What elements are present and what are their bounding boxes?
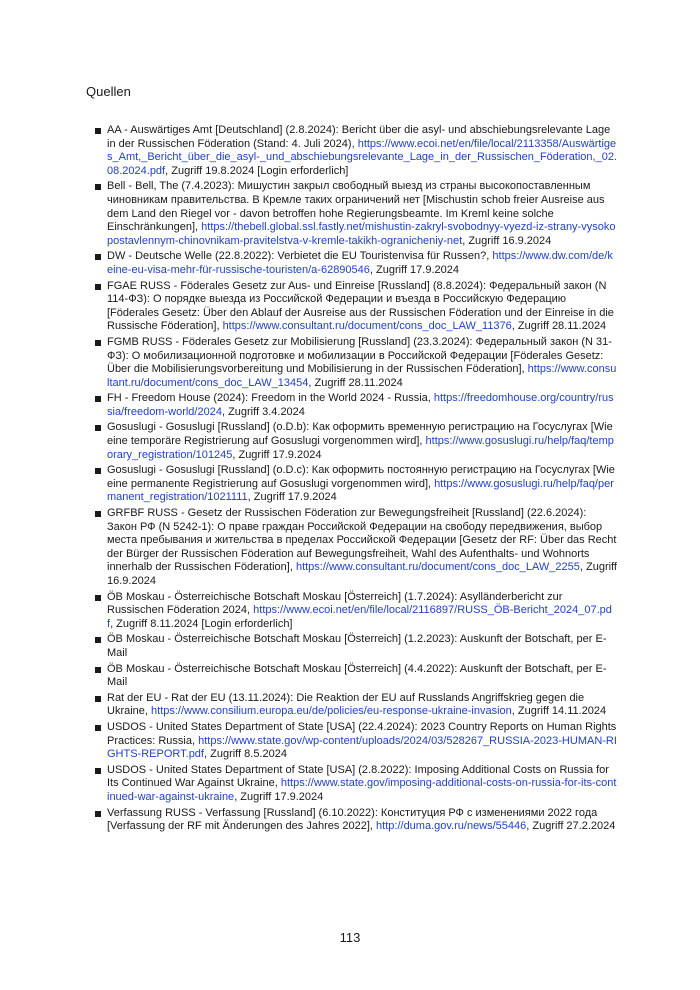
reference-item [95, 280, 617, 334]
reference-link[interactable]: https://www.consultant.ru/document/cons_doc_LAW_11376 [222, 320, 512, 333]
reference-text: ÖB Moskau - Österreichische Botschaft Moskau [Österreich] (4.4.2022): Auskunft der Botschaft, per E-Mail [107, 662, 607, 689]
reference-access: , Zugriff 27.2.2024 [526, 820, 616, 833]
reference-link[interactable]: https://thebell.global.ssl.fastly.net/mishustin-zakryl-svobodnyy-vyezd-iz-strany-vysokopostavlennym-chinovnikam-pravitelstva-v-kremle-takikh-ogranicheniy-net [107, 221, 616, 247]
reference-item [95, 591, 617, 632]
reference-access: , Zugriff 3.4.2024 [221, 405, 305, 418]
reference-item [95, 807, 617, 834]
reference-item [95, 663, 617, 690]
reference-item [95, 392, 617, 419]
reference-text: Rat der EU - Rat der EU (13.11.2024): Die Reaktion der EU auf Russlands Angriffskrieg gegen die Ukraine, [107, 691, 585, 718]
reference-text: FGAE RUSS - Föderales Gesetz zur Aus- und Einreise [Russland] (8.8.2024): Федеральный закон (N 114-ФЗ): О порядке выезда из Российской Федерации и въезда в Российскую Федерацию [Föderales Gesetz: Über den Ablauf der Ausreise aus der Russischen Föderation und der Einreise in die Russische Föderation], [107, 279, 614, 333]
reference-text: Verfassung RUSS - Verfassung [Russland] (6.10.2022): Конституция РФ с изменениями 2022 года [Verfassung der RF mit Änderungen des Jahres 2022], [107, 806, 598, 833]
reference-access: , Zugriff 28.11.2024 [308, 376, 403, 389]
reference-item [95, 633, 617, 660]
reference-access: , Zugriff 16.9.2024 [107, 561, 617, 587]
reference-access: , Zugriff 17.9.2024 [232, 448, 322, 461]
reference-access: , Zugriff 19.8.2024 [Login erforderlich] [165, 164, 349, 177]
reference-link[interactable]: https://www.ecoi.net/en/file/local/2116897/RUSS_ÖB-Bericht_2024_07.pdf [107, 604, 612, 630]
reference-access: , Zugriff 17.9.2024 [234, 790, 324, 803]
reference-item [95, 464, 617, 505]
reference-link[interactable]: https://www.gosuslugi.ru/help/faq/permanent_registration/1021111 [107, 477, 614, 504]
reference-access: , Zugriff 14.11.2024 [511, 705, 607, 718]
reference-link[interactable]: http://duma.gov.ru/news/55446 [376, 820, 527, 833]
reference-access: , Zugriff 8.5.2024 [204, 748, 287, 761]
reference-link[interactable]: https://freedomhouse.org/country/russia/freedom-world/2024 [107, 392, 614, 418]
reference-text: Gosuslugi - Gosuslugi [Russland] (o.D.c): Как оформить постоянную регистрацию на Госуслугах [Wie eine permanente Registrierung auf Gosuslugi vorgenommen wird], [107, 464, 615, 490]
page-number: 113 [339, 930, 361, 945]
reference-link[interactable]: https://www.dw.com/de/keine-eu-visa-mehr-für-russische-touristen/a-62890546 [107, 250, 613, 276]
reference-text: ÖB Moskau - Österreichische Botschaft Moskau [Österreich] (1.7.2024): Asylländerbericht zur Russischen Föderation 2024, [107, 590, 563, 617]
reference-item [95, 764, 617, 805]
reference-item [95, 721, 617, 762]
reference-item [95, 336, 617, 390]
reference-text: AA - Auswärtiges Amt [Deutschland] (2.8.2024): Bericht über die asyl- und abschiebungsrelevante Lage in der Russischen Föderation (Stand: 4. Juli 2024), [107, 124, 611, 150]
reference-text: GRFBF RUSS - Gesetz der Russischen Föderation zur Bewegungsfreiheit [Russland] (22.6.2024): Закон РФ (N 5242-1): О праве граждан Российской Федерации на свободу передвижения, выбор места пребывания и жительства в пределах Российской Федерации [Gesetz der RF: Über das Recht der Bürger der Russischen Föderation auf Bewegungsfreiheit, Wahl des Aufenthalts- und Wohnorts innerhalb der Russischen Föderation], [107, 507, 617, 574]
section-heading: Quellen [86, 84, 131, 99]
reference-list [95, 124, 617, 834]
reference-link[interactable]: https://www.ecoi.net/en/file/local/2113358/Auswärtiges_Amt,_Bericht_über_die_asyl-_und_abschiebungsrelevante_Lage_in_der_Russischen_Föderation,_02.08.2024.pdf [107, 137, 618, 177]
reference-link[interactable]: https://www.state.gov/imposing-additional-costs-on-russia-for-its-continued-war-against-ukraine [107, 777, 617, 803]
reference-text: USDOS - United States Department of State [USA] (22.4.2024): 2023 Country Reports on Human Rights Practices: Russia, [107, 720, 617, 747]
reference-access: , Zugriff 17.9.2024 [369, 263, 459, 276]
reference-item [95, 692, 617, 719]
reference-access: , Zugriff 16.9.2024 [462, 234, 552, 247]
reference-access: , Zugriff 28.11.2024 [511, 320, 607, 333]
reference-access: , Zugriff 8.11.2024 [Login erforderlich] [110, 617, 293, 630]
reference-text: Gosuslugi - Gosuslugi [Russland] (o.D.b): Как оформить временную регистрацию на Госуслугах [Wie eine temporäre Registrierung auf Gosuslugi vorgenommen wird], [107, 421, 613, 448]
reference-link[interactable]: https://www.consilium.europa.eu/de/policies/eu-response-ukraine-invasion [151, 705, 512, 718]
reference-text: FH - Freedom House (2024): Freedom in the World 2024 - Russia, [107, 392, 434, 405]
reference-link[interactable]: https://www.state.gov/wp-content/uploads/2024/03/528267_RUSSIA-2023-HUMAN-RIGHTS-REPORT.pdf [107, 734, 617, 761]
reference-item [95, 507, 617, 589]
reference-text: DW - Deutsche Welle (22.8.2022): Verbietet die EU Touristenvisa für Russen?, [107, 250, 493, 263]
reference-text: USDOS - United States Department of State [USA] (2.8.2022): Imposing Additional Costs on Russia for Its Continued War Against Ukraine, [107, 763, 609, 790]
reference-text: FGMB RUSS - Föderales Gesetz zur Mobilisierung [Russland] (23.3.2024): Федеральный закон (N 31-ФЗ): О мобилизационной подготовке и мобилизации в Российской Федерации [Föderales Gesetz: Über die Mobilisierungsvorbereitung und Mobilisierung in der Russischen Föderation], [107, 335, 612, 376]
reference-item [95, 180, 617, 248]
reference-link[interactable]: https://www.consultant.ru/document/cons_doc_LAW_2255 [295, 561, 580, 574]
reference-access: , Zugriff 17.9.2024 [247, 491, 337, 504]
reference-link[interactable]: https://www.consultant.ru/document/cons_doc_LAW_13454 [107, 363, 617, 389]
reference-item [95, 250, 617, 277]
reference-link[interactable]: https://www.gosuslugi.ru/help/faq/temporary_registration/101245 [107, 435, 614, 461]
reference-item [95, 421, 617, 462]
reference-text: Bell - Bell, The (7.4.2023): Мишустин закрыл свободный выезд из страны высокопоставленным чиновникам правительства. В Кремле таких ограничений нет [Mischustin schob freier Ausreise aus dem Land den Riegel vor - davon betroffen hohe Regierungsbeamte. Im Kreml keine solche Einschränkungen], [107, 180, 605, 234]
reference-text: ÖB Moskau - Österreichische Botschaft Moskau [Österreich] (1.2.2023): Auskunft der Botschaft, per E-Mail [107, 633, 607, 659]
reference-item [95, 124, 617, 178]
